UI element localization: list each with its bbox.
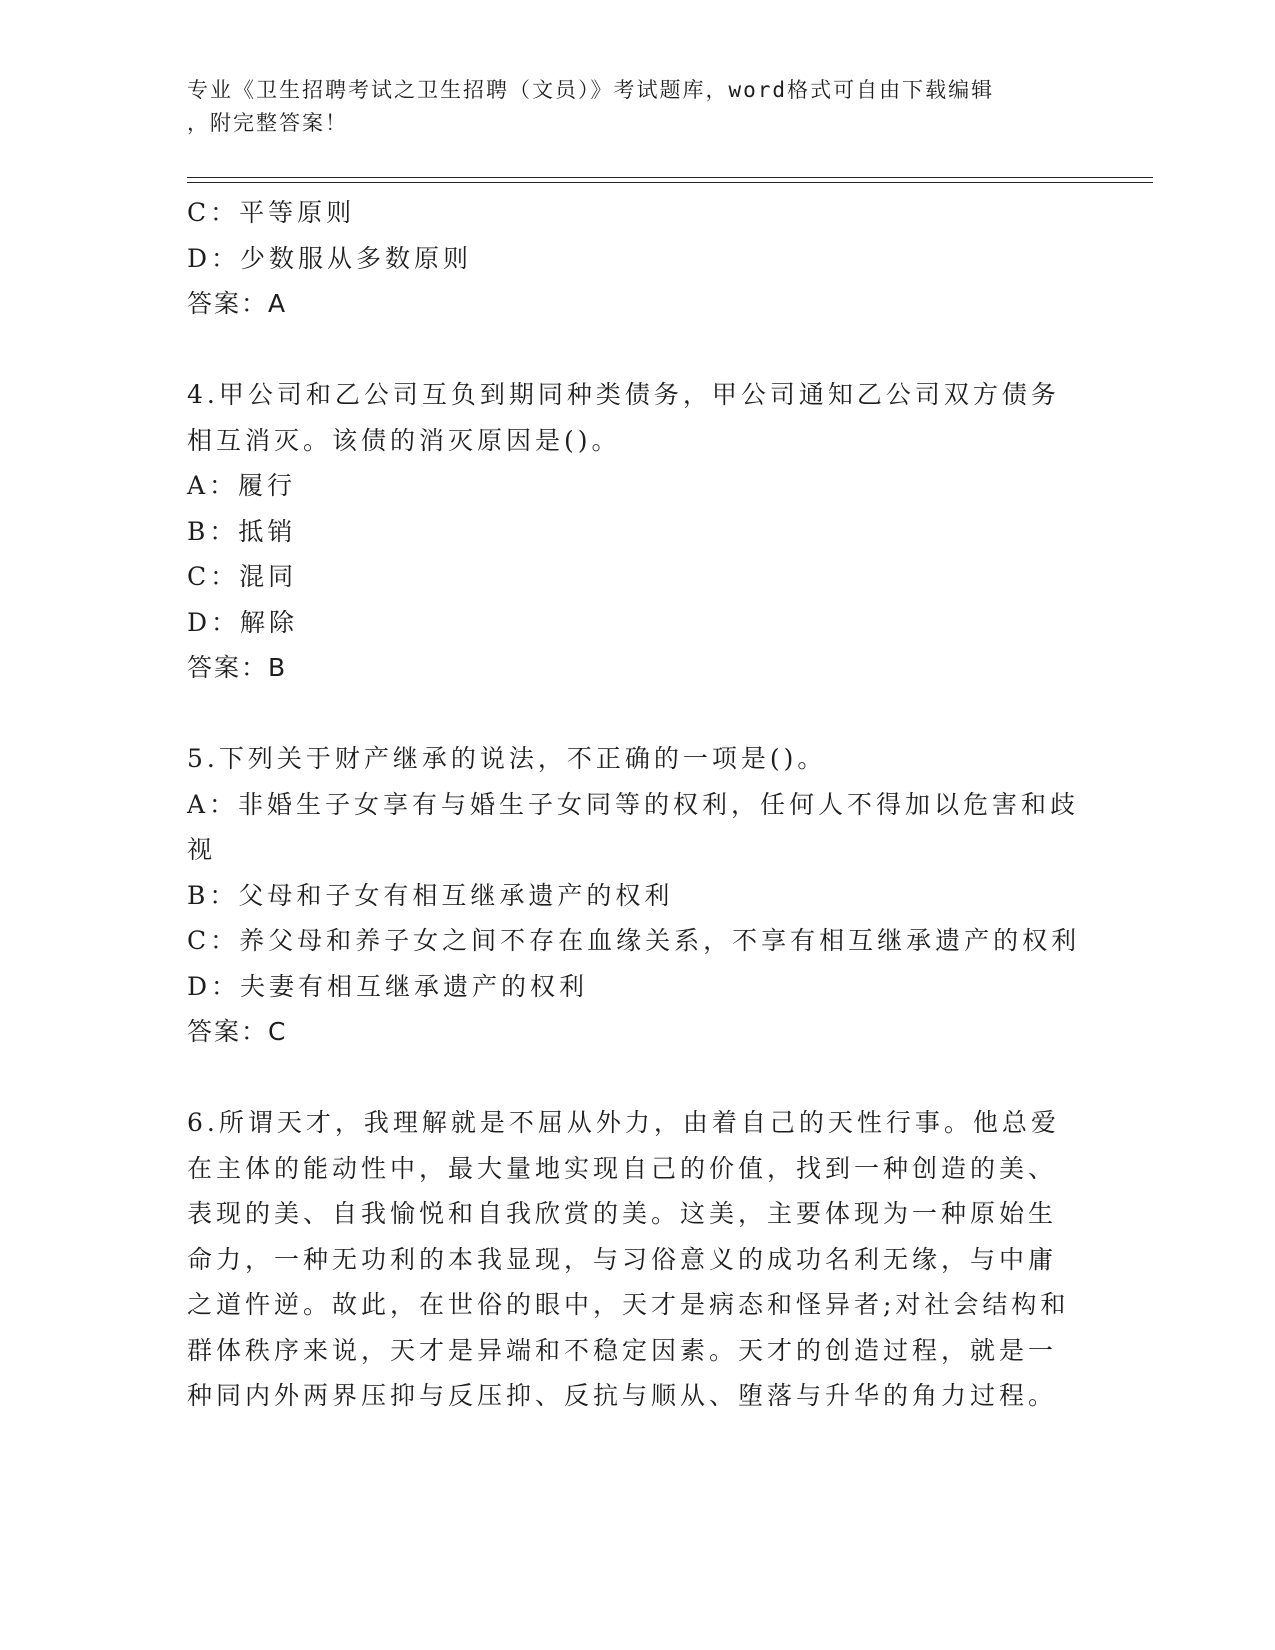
option-c: C：平等原则 <box>187 198 356 227</box>
option-d: D：解除 <box>187 607 299 637</box>
answer: 答案：B <box>187 653 288 682</box>
question-list <box>187 190 1087 1419</box>
passage-line: 命力，一种无功利的本我显现，与习俗意义的成功名利无缘，与中庸 <box>187 1244 1058 1274</box>
option-b: B：抵销 <box>187 516 297 546</box>
passage-line: 种同内外两界压抑与反压抑、反抗与顺从、堕落与升华的角力过程。 <box>187 1381 1058 1410</box>
question-stem: 5.下列关于财产继承的说法，不正确的一项是()。 <box>187 744 827 773</box>
answer: 答案：C <box>187 1017 288 1046</box>
question-stem-line: 相互消灭。该债的消灭原因是()。 <box>187 425 621 455</box>
option-a-continued: 视 <box>187 835 217 864</box>
header-line-1: 专业《卫生招聘考试之卫生招聘（文员）》考试题库，word格式可自由下载编辑 <box>187 78 995 102</box>
passage-line: 在主体的能动性中，最大量地实现自己的价值，找到一种创造的美、 <box>187 1153 1058 1183</box>
option-d: D：夫妻有相互继承遗产的权利 <box>187 971 589 1001</box>
option-c: C：养父母和养子女之间不存在血缘关系，不享有相互继承遗产的权利 <box>187 926 1081 955</box>
option-a: A：非婚生子女享有与婚生子女同等的权利，任何人不得加以危害和歧 <box>187 789 1080 819</box>
question-3 <box>187 190 1087 327</box>
question-stem-line: 4.甲公司和乙公司互负到期同种类债务，甲公司通知乙公司双方债务 <box>187 380 1060 409</box>
header-divider-bottom <box>187 182 1153 183</box>
option-a: A：履行 <box>187 471 297 500</box>
passage-line: 表现的美、自我愉悦和自我欣赏的美。这美，主要体现为一种原始生 <box>187 1199 1058 1228</box>
passage-line: 群体秩序来说，天才是异端和不稳定因素。天才的创造过程，就是一 <box>187 1335 1058 1365</box>
question-4 <box>187 372 1087 691</box>
answer: 答案：A <box>187 289 288 318</box>
option-c: C：混同 <box>187 562 298 591</box>
passage-line: 6.所谓天才，我理解就是不屈从外力，由着自己的天性行事。他总爱 <box>187 1108 1060 1137</box>
option-d: D：少数服从多数原则 <box>187 243 473 273</box>
header-line-2: ，附完整答案！ <box>187 111 348 135</box>
passage-line: 之道忤逆。故此，在世俗的眼中，天才是病态和怪异者;对社会结构和 <box>187 1290 1070 1319</box>
option-b: B：父母和子女有相互继承遗产的权利 <box>187 880 674 910</box>
header-divider-top <box>187 177 1153 178</box>
question-5 <box>187 736 1087 1055</box>
question-6 <box>187 1100 1087 1419</box>
document-header <box>187 74 1067 140</box>
